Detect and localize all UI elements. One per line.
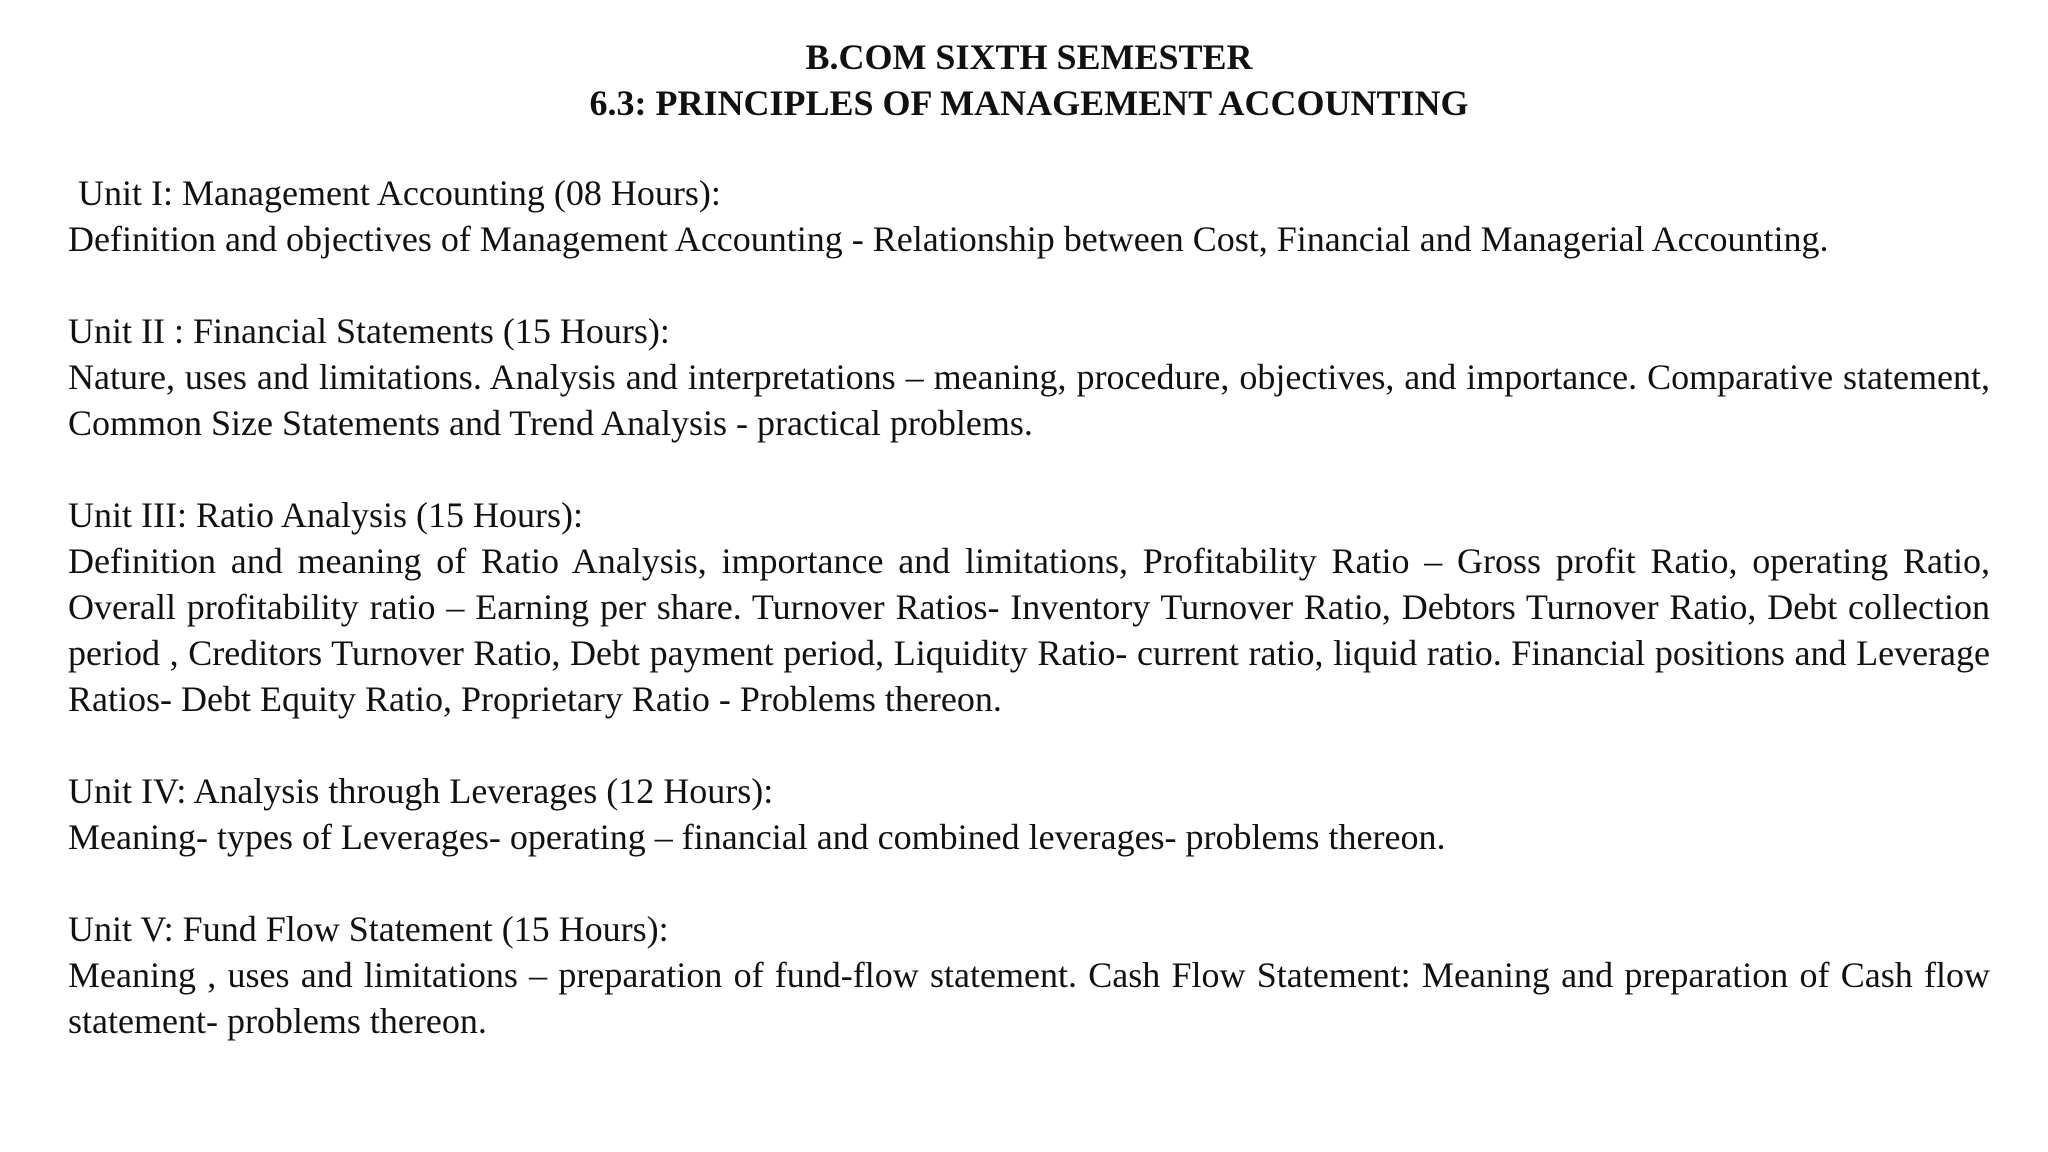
semester-title: B.COM SIXTH SEMESTER xyxy=(805,37,1253,77)
unit-body: Definition and meaning of Ratio Analysis, importance and limitations, Profitability Ratio – Gross profit Ratio, operating Ratio, Overall profitability ratio – Earning per share. Turnover Ratios- Inventory Turnover Ratio, Debtors Turnover Ratio, Debt collection period , Creditors Turnover Ratio, Debt payment period, Liquidity Ratio- current ratio, liquid ratio. Financial positions and Leverage Ratios- Debt Equity Ratio, Proprietary Ratio - Problems thereon. xyxy=(68,541,1990,719)
course-title: 6.3: PRINCIPLES OF MANAGEMENT ACCOUNTING xyxy=(589,83,1469,123)
unit-heading: Unit IV: Analysis through Leverages (12 Hours): xyxy=(68,771,774,811)
unit-heading: Unit I: Management Accounting (08 Hours): xyxy=(78,173,721,213)
unit-heading: Unit II : Financial Statements (15 Hours): xyxy=(68,311,670,351)
unit-heading: Unit III: Ratio Analysis (15 Hours): xyxy=(68,495,583,535)
units-list xyxy=(68,170,1990,1044)
unit-1 xyxy=(68,170,1990,262)
syllabus-page xyxy=(68,34,1990,1090)
unit-heading: Unit V: Fund Flow Statement (15 Hours): xyxy=(68,909,669,949)
unit-body: Definition and objectives of Management Accounting - Relationship between Cost, Financial and Managerial Accounting. xyxy=(68,219,1829,259)
unit-4 xyxy=(68,768,1990,860)
unit-2 xyxy=(68,308,1990,446)
unit-body: Meaning- types of Leverages- operating – financial and combined leverages- problems thereon. xyxy=(68,817,1446,857)
document-header xyxy=(68,34,1990,126)
unit-3 xyxy=(68,492,1990,722)
unit-body: Meaning , uses and limitations – preparation of fund-flow statement. Cash Flow Statement: Meaning and preparation of Cash flow statement- problems thereon. xyxy=(68,955,1990,1041)
unit-5 xyxy=(68,906,1990,1044)
unit-body: Nature, uses and limitations. Analysis and interpretations – meaning, procedure, objectives, and importance. Comparative statement, Common Size Statements and Trend Analysis - practical problems. xyxy=(68,357,1990,443)
